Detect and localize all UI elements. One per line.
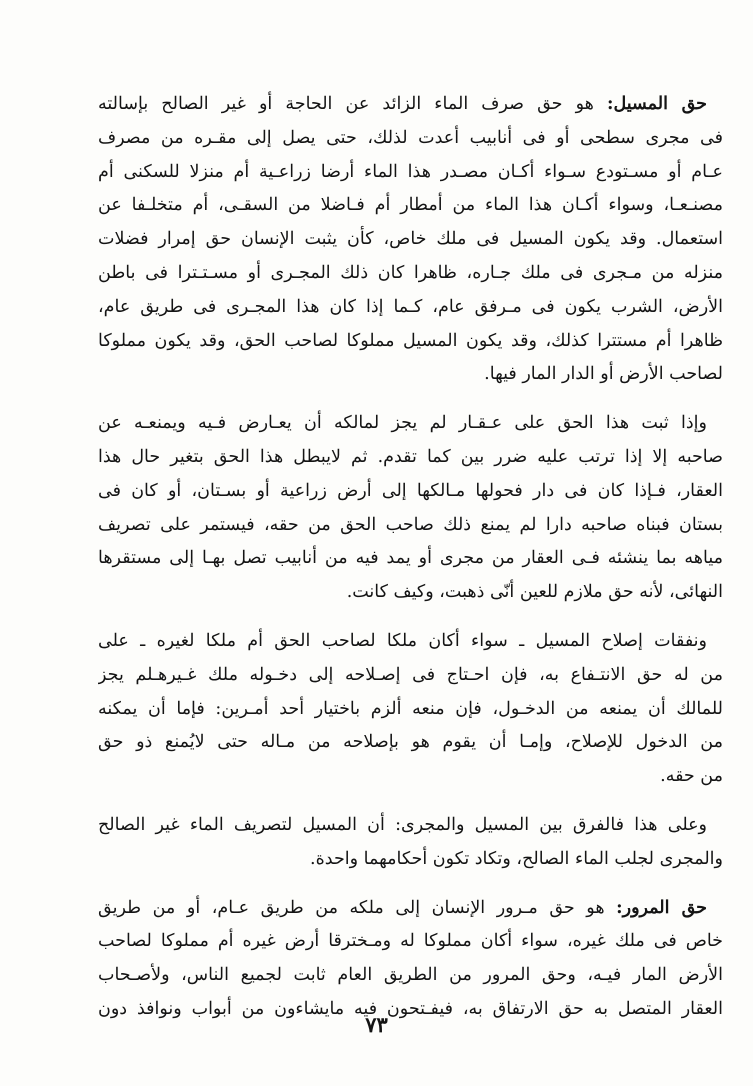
text-line: صاحبه إلا إذا ترتب عليه ضرر بين كما تقدم. ثم لايبطل هذا الحق بتغير حال هذا: [98, 446, 723, 467]
text-line: بستان فبناه صاحبه دارا لم يمنع ذلك صاحب الحق من حقه، فيستمر على تصريف: [98, 514, 723, 535]
text-line: ظاهرا أم مستترا كذلك، وقد يكون المسيل مملوكا لصاحب الحق، وقد يكون مملوكا: [98, 330, 723, 351]
text-line: خاص فى ملك غيره، سواء أكان مملوكا له ومـخترقا أرض غيره أم مملوكا لصاحب: [98, 931, 723, 952]
text-line: والمجرى لجلب الماء الصالح، وتكاد تكون أحكامهما واحدة.: [310, 848, 723, 869]
line-text: هو حق مـرور الإنسان إلى ملكه من طريق عـام، أو من طريق: [98, 897, 605, 918]
text-line: الأرض، الشرب يكون فى مـرفق عام، كـما إذا كان هذا المجـرى فى طريق عام،: [98, 296, 723, 317]
text-line: النهائى، لأنه حق ملازم للعين أنّى ذهبت، وكيف كانت.: [346, 582, 723, 603]
text-line: لصاحب الأرض أو الدار المار فيها.: [484, 364, 723, 385]
text-line: من حقه.: [660, 766, 723, 787]
text-line: منزله من مـجرى فى ملك جـاره، ظاهرا كان ذلك المجـرى أو مسـتـترا فى باطن: [98, 262, 723, 283]
page-number: ٧٣: [365, 1012, 388, 1037]
text-line: استعمال. وقد يكون المسيل فى ملك خاص، كأن يثبت الإنسان حق إمرار فضلات: [98, 229, 723, 250]
text-line: للمالك أن يمنعه من الدخـول، فإن منعه ألزم باختيار أحد أمـرين: فإما أن يمكنه: [98, 698, 723, 719]
text-line: فى مجرى سطحى أو فى أنابيب أعدت لذلك، حتى يصل إلى مقـره من مصرف: [98, 127, 723, 148]
line-text: هو حق صرف الماء الزائد عن الحاجة أو غير الصالح بإسالته: [98, 94, 594, 114]
paragraph-masil-right: [98, 88, 723, 392]
paragraph-repair-costs: [98, 625, 723, 794]
text-line: من له حق الانتـفاع به، فإن احـتاج فى إصـلاحه إلى دخـوله ملك غـيرهـلم يجز: [98, 664, 723, 685]
body-text: [98, 88, 723, 1042]
text-line: [98, 88, 723, 122]
text-line: العقار، فـإذا كان فى دار فحولها مـالكها إلى أرض زراعية أو بسـتان، أو كان فى: [98, 480, 723, 501]
term-heading: حق المسيل:: [607, 94, 707, 114]
term-heading: حق المرور:: [616, 897, 707, 918]
text-line: العقار المتصل به حق الارتفاق به، فيفـتحون فيه مايشاءون من أبواب ونوافذ دون: [98, 998, 723, 1019]
text-line: الأرض المار فيـه، وحق المرور من الطريق العام ثابت لجميع الناس، ولأصـحاب: [98, 965, 723, 986]
paragraph-difference: [98, 809, 723, 877]
text-line: ونفقات إصلاح المسيل ـ سواء أكان ملكا لصاحب الحق أم ملكا لغيره ـ على: [98, 630, 707, 651]
text-line: وإذا ثبت هذا الحق على عـقـار لم يجز لمالكه أن يعـارض فـيه ويمنعـه عن: [98, 413, 707, 434]
paragraph-right-persistence: [98, 407, 723, 610]
paragraph-passage-right: [98, 892, 723, 1027]
text-line: من الدخول للإصلاح، وإمـا أن يقوم هو بإصلاحه من مـاله حتى لايُمنع ذو حق: [98, 732, 723, 753]
text-line: مياهه بما ينشئه فـى العقار من مجرى أو يمد فيه من أنابيب تصل بهـا إلى مستقرها: [98, 548, 723, 569]
text-line: وعلى هذا فالفرق بين المسيل والمجرى: أن المسيل لتصريف الماء غير الصالح: [98, 814, 707, 835]
text-line: [98, 892, 723, 926]
text-line: مصنـعـا، وسواء أكـان هذا الماء من أمطار أم فـاضلا من السقـى، أم متخلـفا عن: [98, 195, 723, 216]
text-line: عـام أو مسـتودع سـواء أكـان مصـدر هذا الماء أرضا زراعـية أم منزلا للسكنى أم: [98, 161, 723, 182]
